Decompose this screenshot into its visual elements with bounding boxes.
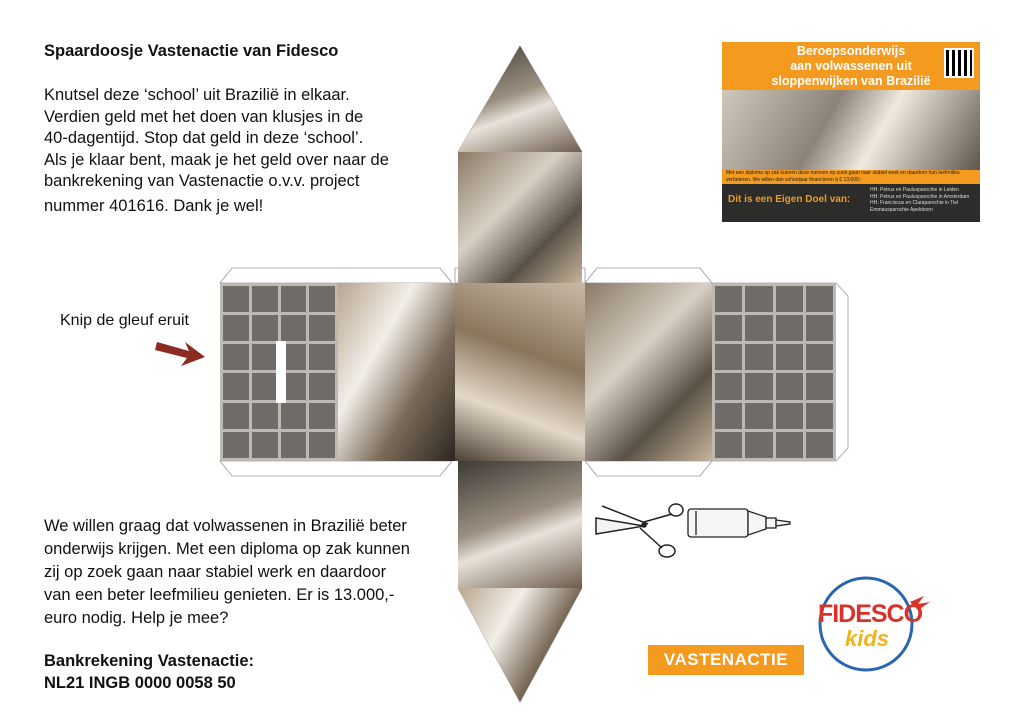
- intro-line: Als je klaar bent, maak je het geld over naar de: [44, 150, 389, 169]
- intro-line: bankrekening van Vastenactie o.v.v. project: [44, 172, 360, 190]
- box-face-classroom: [338, 283, 455, 461]
- poster-heading-line: sloppenwijken van Brazilië: [771, 74, 931, 88]
- vastenactie-logo: VASTENACTIE: [648, 645, 804, 675]
- qr-code-icon: [944, 48, 974, 78]
- box-face-top: [458, 152, 582, 283]
- glue-tube-icon: [686, 503, 796, 543]
- poster-heading-line: aan volwassenen uit: [790, 59, 912, 73]
- fidesco-wordmark: FIDESCO: [817, 600, 923, 628]
- poster-photo: [722, 90, 980, 170]
- poster-strip-text: Met een diploma op zak kunnen deze mensen op zoek gaan naar stabiel werk en daardoor hun leefmilieu verbeteren. We willen dan schooljaar financieren à € 13.000,-: [722, 170, 980, 184]
- bank-account: [44, 650, 254, 694]
- coin-slot: [276, 341, 286, 403]
- description-line: van een beter leefmilieu genieten. Er is 13.000,-: [44, 586, 395, 604]
- poster-footer: [722, 184, 980, 222]
- info-poster: [722, 42, 980, 222]
- parish-item: Emmausparochie Apeldoorn: [870, 206, 933, 213]
- description-line: We willen graag dat volwassenen in Brazilië beter: [44, 517, 407, 535]
- poster-heading: [722, 42, 980, 90]
- description-line: euro nodig. Help je mee?: [44, 609, 229, 627]
- parish-item: HH. Petrus en Paulusparochie in Amsterdam: [870, 193, 970, 200]
- slot-instruction: Knip de gleuf eruit: [60, 312, 189, 329]
- intro-line: Verdien geld met het doen van klusjes in de: [44, 107, 364, 126]
- intro-line: nummer 401616. Dank je wel!: [44, 196, 264, 215]
- poster-heading-line: Beroepsonderwijs: [796, 44, 906, 58]
- project-description: [44, 515, 464, 630]
- eigen-doel-label: Dit is een Eigen Doel van:: [728, 194, 851, 205]
- box-face-bottom: [458, 461, 582, 588]
- box-face-right-tiles: [712, 283, 836, 461]
- parish-list: [870, 187, 969, 213]
- parish-item: HH. Franciscus en Claraparochie in Tiel: [870, 200, 959, 206]
- intro-line: 40-dagentijd. Stop dat geld in deze ‘school’.: [44, 129, 364, 147]
- page-title: Spaardoosje Vastenactie van Fidesco: [44, 42, 339, 60]
- kids-wordmark: kids: [844, 626, 890, 651]
- description-line: zij op zoek gaan naar stabiel werk en daardoor: [44, 563, 387, 581]
- bank-number: NL21 INGB 0000 0058 50: [44, 674, 236, 692]
- parish-item: HH. Petrus en Paulusparochie in Leiden: [870, 187, 959, 193]
- bank-label: Bankrekening Vastenactie:: [44, 652, 255, 670]
- intro-line: Knutsel deze ‘school’ uit Brazilië in elkaar.: [44, 86, 350, 104]
- box-face-center: [455, 283, 585, 461]
- box-face-kitchen: [585, 283, 712, 461]
- description-line: onderwijs krijgen. Met een diploma op zak kunnen: [44, 540, 410, 558]
- fidesco-kids-logo: [814, 574, 934, 674]
- scissors-icon: [592, 488, 684, 560]
